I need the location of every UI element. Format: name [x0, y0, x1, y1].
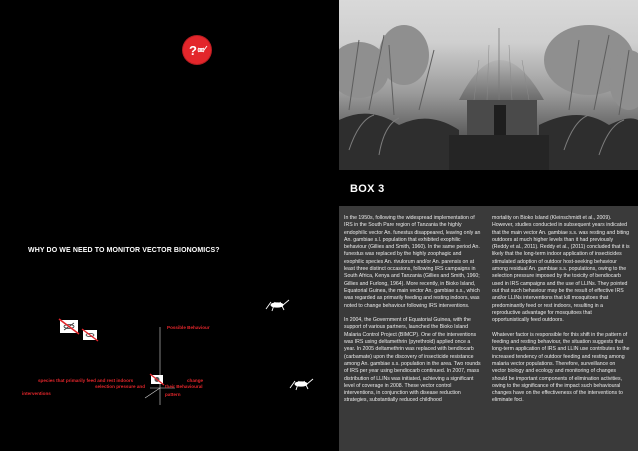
- svg-text:?: ?: [189, 43, 197, 58]
- diagram-label: interventions: [22, 391, 51, 396]
- hut-photo: [339, 0, 638, 170]
- box-paragraph: In 2004, the Government of Equatorial Guinea, with the support of various partners, launched the Bioko Island Malaria Control Project (BIMCP). One of the interventions was IRS using deltamethrin (pyrethroid) applied once a year. In 2005 deltamethrin was replaced with bendiocarb (carbamate) upon the discovery of insecticide resistance among An. gambiae s.s. population in the area. Two rounds of IRS per year using bendiocarb continued. In 2007, mass distribution of LLINs was initiated, achieving a significant level of coverage in 2008. These vector control interventions, in conjunction with disease reduction strategies, substantially reduced childhood: [344, 317, 481, 404]
- box-left-column: [344, 215, 482, 412]
- box-paragraph: In the 1950s, following the widespread implementation of IRS in the South Pare region of Tanzania the highly endophilic vector An. funestus disappeared, leaving only an An. gambiae s.l. population that exhibited exophilic behaviour (Gillies and Smith, 1960). In the same period An. funestus was replaced by the highly zoophagic and exophilic species An. rivulorum and/or An. parensis on at least three distinct occasions, following IRS campaigns in South Africa, Kenya and Tanzania (Gillies and Smith, 1960; Gillies and Furlong, 1964). More recently, in Bioko Island, Equatorial Guinea, the main vector An. gambiae s.s., which was regarded as primarily feeding and resting indoors, was noted to change behaviour following IRS interventions.: [344, 215, 481, 309]
- diagram-label: species that primarily feed and rest indoors: [38, 378, 134, 383]
- diagram-label: pattern: [165, 392, 181, 397]
- box-panel: [339, 206, 638, 451]
- diagram-label: their Behavioural: [165, 384, 203, 389]
- box-paragraph: mortality on Bioko Island (Kleinschmidt et al., 2009). However, studies conducted in subsequent years indicated that the main vector An. gambiae s.s. was resting and biting outdoors at much higher levels than it had previously (Reddy et al., 2011). Reddy et al., (2011) concluded that it is likely that the long-term indoor application of insecticides stimulated adoption of outdoor host-seeking behaviour among residual An. gambiae s.s. populations, owing to the selection pressure imposed by the toxicity of bendiocarb used in IRS campaigns and the use of LLINs. They pointed out that such behaviour may be the result of effective IRS and/or LLINs interventions that kill mosquitoes that predominantly feed or rest indoors, resulting in a reproductive advantage for mosquitoes that opportunistically feed outdoors.: [492, 215, 630, 324]
- behaviour-diagram: [0, 290, 339, 420]
- diagram-label: change: [187, 378, 204, 383]
- box-paragraph: Whatever factor is responsible for this shift in the pattern of feeding and resting behaviour, the situation suggests that long-term application of IRS and LLIN use contributes to the increased tendency of outdoor feeding and resting among malaria vector populations. Therefore, surveillance on vector biology and ecology and monitoring of changes should be important components of elimination activities, owing to the significance of the impact such behavioural changes have on the effectiveness of the interventions to eliminate foci.: [492, 331, 630, 404]
- mosquito-icon: [290, 379, 313, 390]
- box-title: BOX 3: [350, 183, 385, 195]
- crossed-insect-icon: [150, 374, 164, 385]
- diagram-label: Possible Behaviour: [167, 325, 210, 330]
- crossed-mosquito-icon: [82, 329, 98, 341]
- mosquito-icon: [266, 300, 289, 311]
- diagram-label: selection pressure and: [95, 384, 146, 389]
- help-mosquito-icon[interactable]: [183, 36, 211, 64]
- section-heading: WHY DO WE NEED TO MONITOR VECTOR BIONOMICS?: [28, 247, 220, 254]
- box-right-column: [492, 215, 630, 412]
- crossed-mosquito-icon: [59, 319, 79, 334]
